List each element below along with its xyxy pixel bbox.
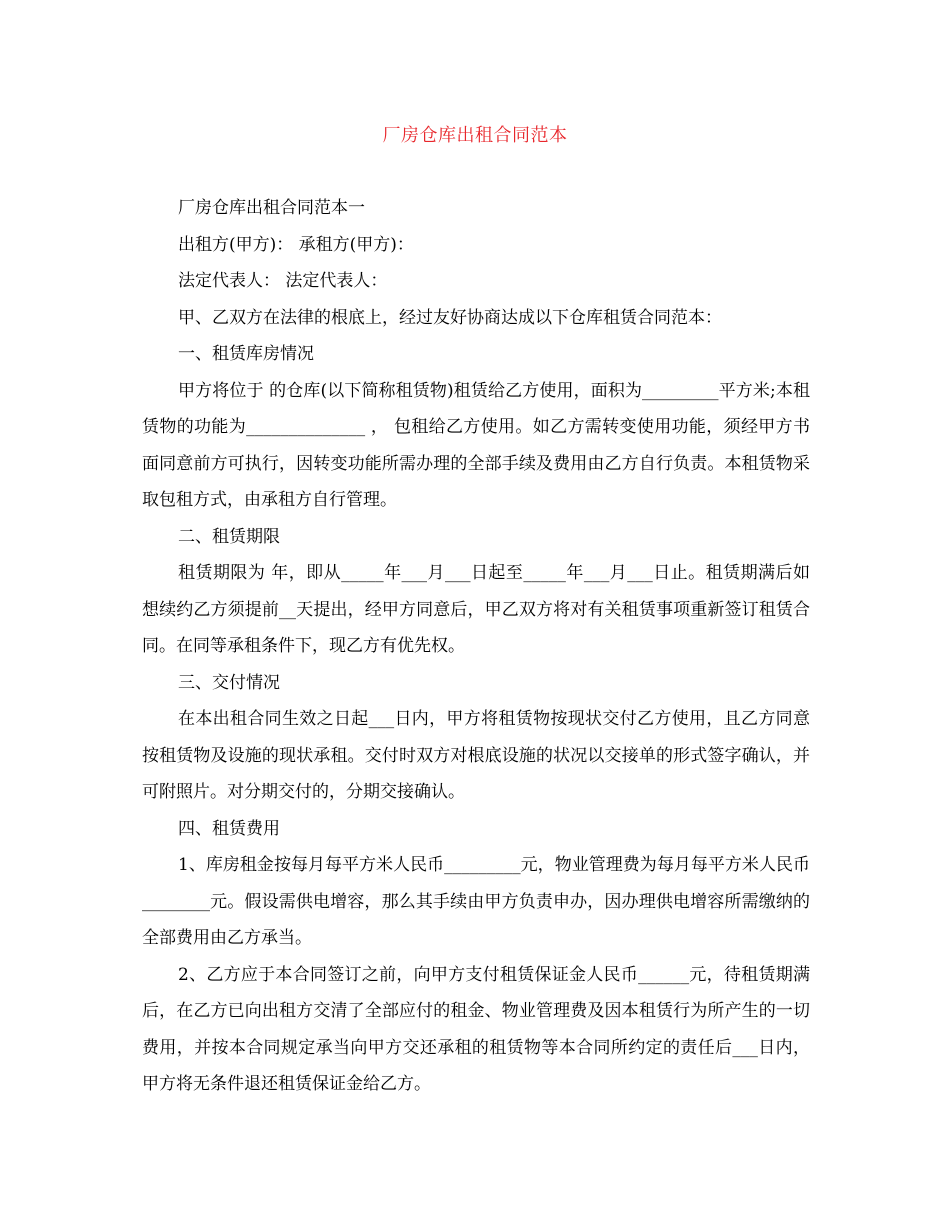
parties-line: 出租方(甲方)： 承租方(甲方)： [178,234,414,255]
clause-heading-3: 三、交付情况 [178,672,280,693]
clause-heading-1: 一、租赁库房情况 [178,344,314,364]
clause-paragraph-3: 在本出租合同生效之日起___日内，甲方将租赁物按现状交付乙方使用，且乙方同意按租赁物及设施的现状承租。交付时双方对根底设施的状况以交接单的形式签字确认，并可附照片。对分期交付的，分期交接确认。 [142,709,810,802]
section-heading: 厂房仓库出租合同范本一 [178,198,365,218]
representatives-line: 法定代表人： 法定代表人： [178,271,388,291]
document-title: 厂房仓库出租合同范本 [382,125,568,146]
clause-paragraph-4-1: 1、库房租金按每月每平方米人民币_________元，物业管理费为每月每平方米人民币________元。假设需供电增容，那么其手续由甲方负责申办，因办理供电增容所需缴纳的全部费用由乙方承当。 [142,855,810,948]
clause-paragraph-1: 甲方将位于 的仓库(以下简称租赁物)租赁给乙方使用，面积为_________平方米;本租赁物的功能为______________ ， 包租给乙方使用。如乙方需转变使用功能，须经甲方书面同意前方可执行，因转变功能所需办理的全部手续及费用由乙方自行负责。本租赁物采取包租方式，由承租方自行管理。 [142,380,810,510]
clause-heading-2: 二、租赁期限 [178,526,280,547]
clause-paragraph-2: 租赁期限为 年，即从_____年___月___日起至_____年___月___日止。租赁期满后如想续约乙方须提前__天提出，经甲方同意后，甲乙双方将对有关租赁事项重新签订租赁合同。在同等承租条件下，现乙方有优先权。 [142,563,810,656]
clause-paragraph-4-2: 2、乙方应于本合同签订之前，向甲方支付租赁保证金人民币______元，待租赁期满后，在乙方已向出租方交清了全部应付的租金、物业管理费及因本租赁行为所产生的一切费用，并按本合同规定承当向甲方交还承租的租赁物等本合同所约定的责任后___日内，甲方将无条件退还租赁保证金给乙方。 [142,964,810,1094]
clause-heading-4: 四、租赁费用 [178,818,280,839]
preamble-paragraph: 甲、乙双方在法律的根底上，经过友好协商达成以下仓库租赁合同范本： [178,307,722,328]
document-body [142,190,810,1103]
